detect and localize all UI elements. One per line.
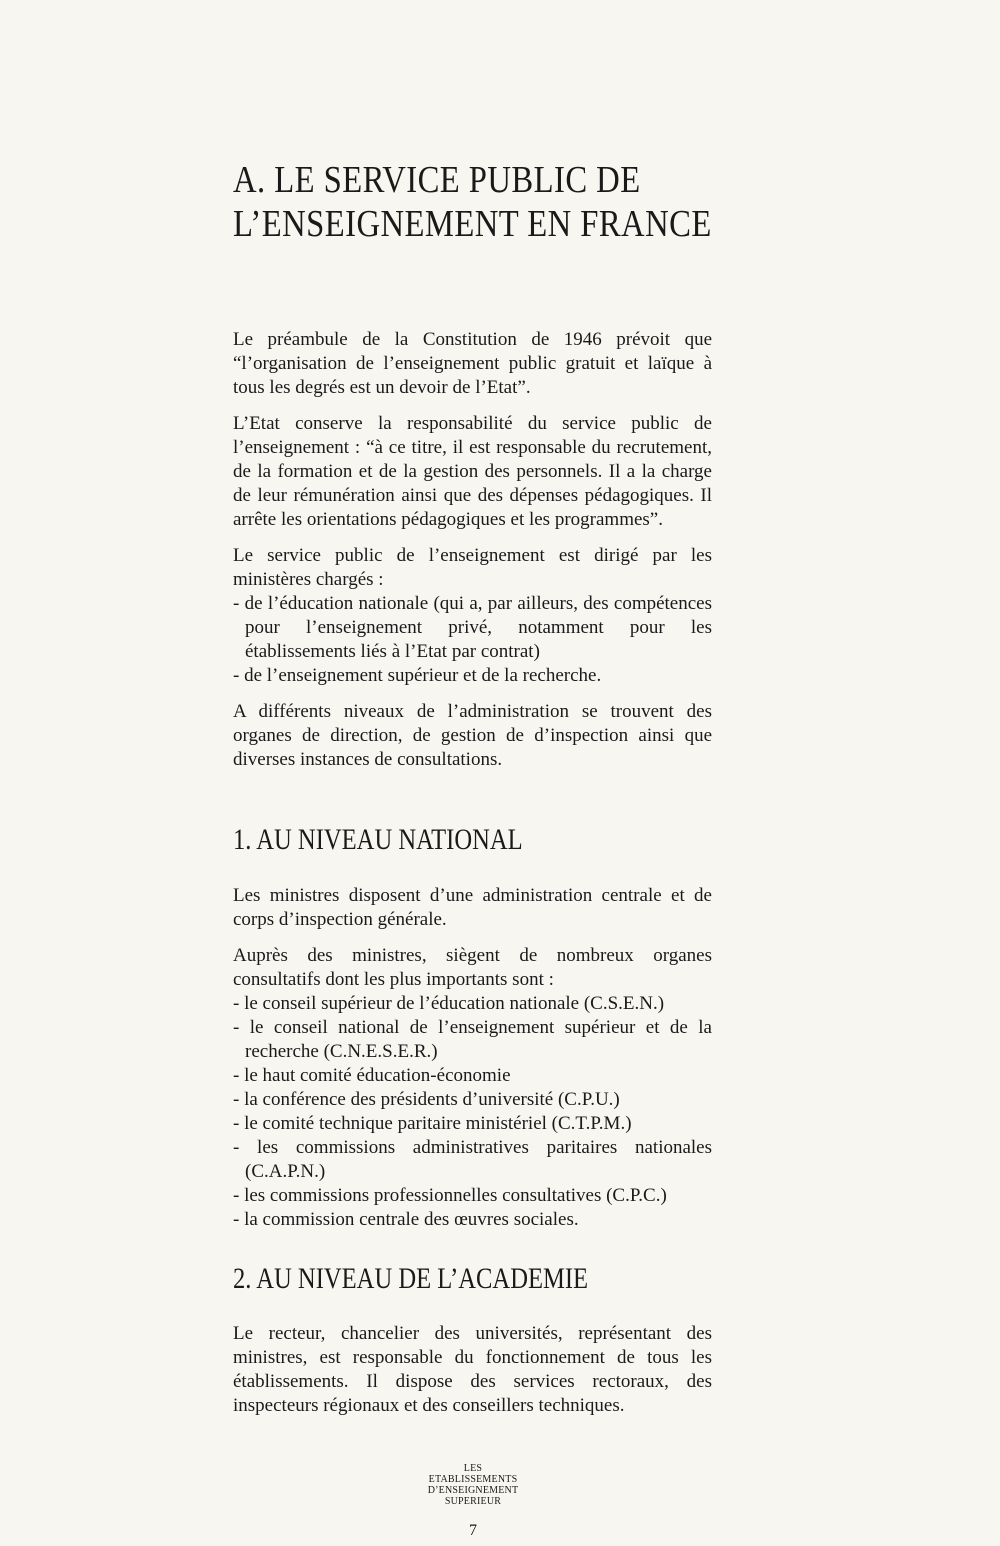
section-heading-national: 1. AU NIVEAU NATIONAL [233, 823, 523, 856]
page-title [233, 158, 712, 246]
academie-paragraph-1: Le recteur, chancelier des universités, représentant des ministres, est responsable du fonctionnement de tous les établissements. Il dispose des services rectoraux, des inspecteurs régionaux et des conseillers techniques. [233, 1323, 712, 1416]
footer-running-title [400, 1463, 546, 1507]
intro-paragraph-2: L’Etat conserve la responsabilité du service public de l’enseignement : “à ce titre, il est responsable du recrutement, de la formation et de la gestion des personnels. Il a la charge de leur rémunération ainsi que des dépenses pédagogiques. Il arrête les orientations pédagogiques et les programmes”. [233, 413, 712, 530]
national-paragraph-2: Auprès des ministres, siègent de nombreux organes consultatifs dont les plus importants sont : [233, 945, 712, 990]
list-item: - la commission centrale des œuvres sociales. [233, 1208, 712, 1232]
list-item: - de l’éducation nationale (qui a, par ailleurs, des compétences pour l’enseignement privé, notamment pour les établissements liés à l’Etat par contrat) [233, 592, 712, 664]
footer-line: SUPERIEUR [444, 1496, 502, 1507]
academie-section [233, 1322, 712, 1430]
national-paragraph-1: Les ministres disposent d’une administration centrale et de corps d’inspection générale. [233, 885, 712, 930]
list-item: - la conférence des présidents d’université (C.P.U.) [233, 1088, 712, 1112]
section-heading-academie: 2. AU NIVEAU DE L’ACADEMIE [233, 1262, 589, 1295]
list-item: - les commissions administratives paritaires nationales (C.A.P.N.) [233, 1136, 712, 1184]
list-item: - le conseil supérieur de l’éducation nationale (C.S.E.N.) [233, 992, 712, 1016]
intro-paragraph-1: Le préambule de la Constitution de 1946 prévoit que “l’organisation de l’enseignement public gratuit et laïque à tous les degrés est un devoir de l’Etat”. [233, 329, 712, 398]
page-title-line-1: A. LE SERVICE PUBLIC DE [233, 159, 641, 201]
list-item: - les commissions professionnelles consultatives (C.P.C.) [233, 1184, 712, 1208]
list-item: - le comité technique paritaire ministériel (C.T.P.M.) [233, 1112, 712, 1136]
list-item: - le haut comité éducation-économie [233, 1064, 712, 1088]
page-title-line-2: L’ENSEIGNEMENT EN FRANCE [233, 203, 712, 245]
footer-line: ETABLISSEMENTS [428, 1474, 518, 1485]
national-section [233, 884, 712, 1244]
footer-line: D’ENSEIGNEMENT [427, 1485, 519, 1496]
list-item: - de l’enseignement supérieur et de la recherche. [233, 664, 712, 688]
page-number: 7 [469, 1522, 477, 1539]
footer-line: LES [463, 1463, 483, 1474]
consultative-organs-list [233, 992, 712, 1232]
intro-paragraph-4: A différents niveaux de l’administration se trouvent des organes de direction, de gestion de d’inspection ainsi que diverses instances de consultations. [233, 701, 712, 770]
ministries-list [233, 592, 712, 688]
list-item: - le conseil national de l’enseignement supérieur et de la recherche (C.N.E.S.E.R.) [233, 1016, 712, 1064]
intro-paragraph-3: Le service public de l’enseignement est dirigé par les ministères chargés : [233, 545, 712, 590]
intro-section [233, 328, 712, 784]
